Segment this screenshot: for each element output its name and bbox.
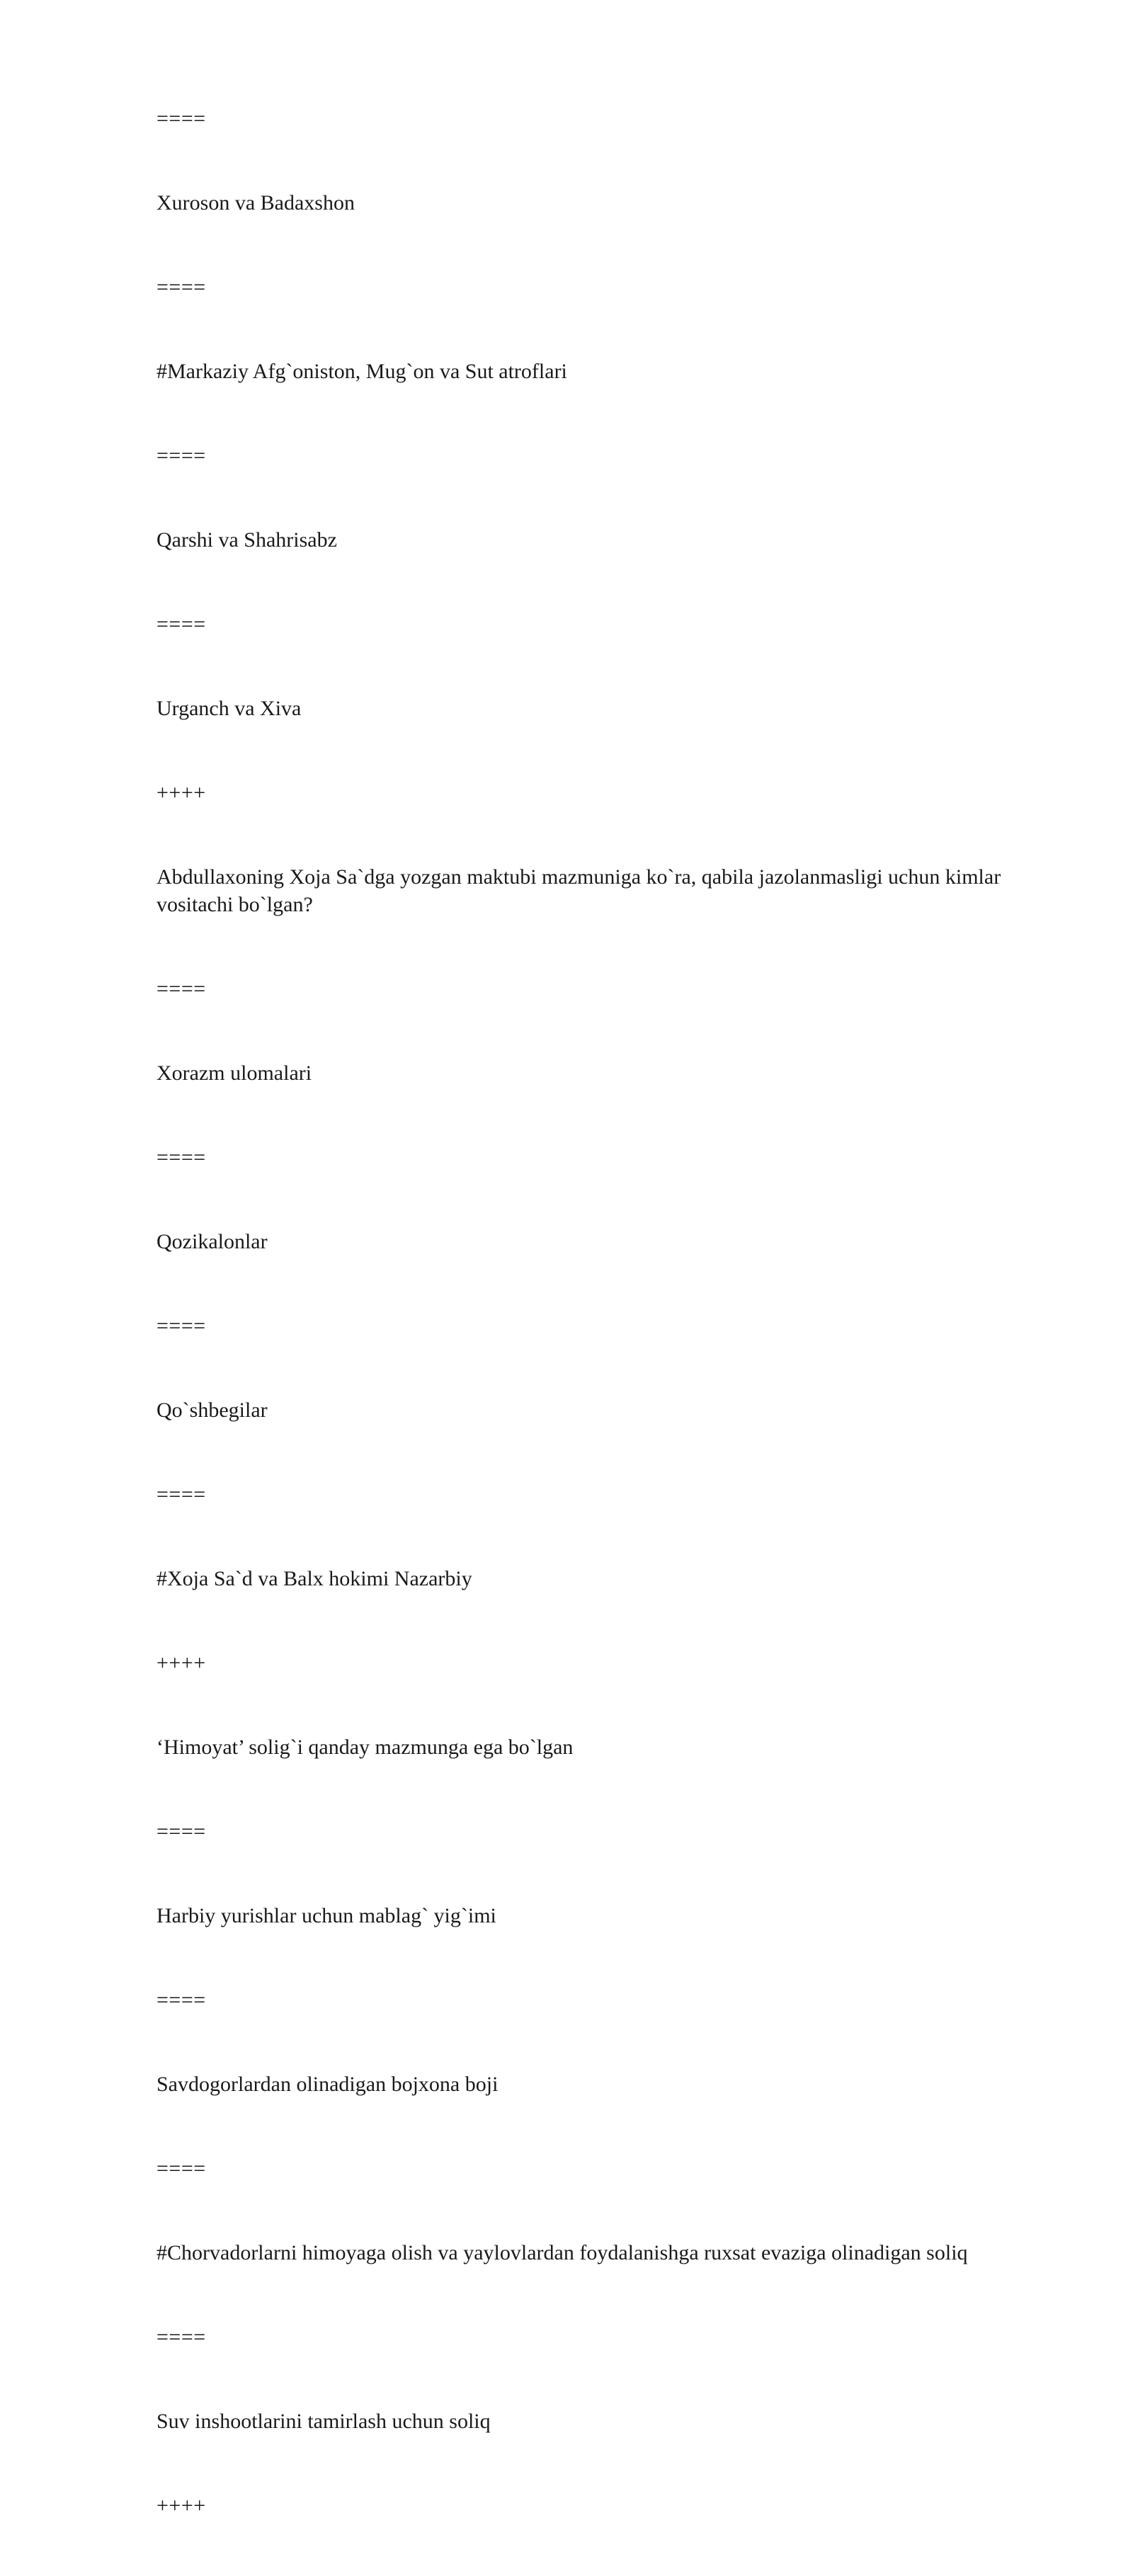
answer-option-correct: #Chorvadorlarni himoyaga olish va yaylovlardan foydalanishga ruxsat evaziga olinadigan soliq (156, 2241, 968, 2264)
answer-option-correct: #Markaziy Afg`oniston, Mug`on va Sut atroflari (156, 360, 567, 383)
separator-equals: ==== (156, 1146, 206, 1169)
answer-option: Savdogorlardan olinadigan bojxona boji (156, 2073, 499, 2096)
document-page (156, 105, 1049, 2576)
question-text: ‘Himoyat’ solig`i qanday mazmunga ega bo`lgan (156, 1736, 574, 1759)
answer-option: Urganch va Xiva (156, 697, 302, 720)
answer-option-correct: #Xoja Sa`d va Balx hokimi Nazarbiy (156, 1567, 472, 1590)
separator-plus: ++++ (156, 781, 206, 804)
question-text: Abdullaxoning Xoja Sa`dga yozgan maktubi mazmuniga ko`ra, qabila jazolanmasligi uchun kimlar vositachi bo`lgan? (156, 865, 1001, 916)
separator-equals: ==== (156, 612, 206, 636)
separator-equals: ==== (156, 275, 206, 299)
separator-equals: ==== (156, 1483, 206, 1506)
separator-plus: ++++ (156, 2494, 206, 2517)
separator-equals: ==== (156, 2325, 206, 2349)
answer-option: Xuroson va Badaxshon (156, 191, 355, 215)
separator-equals: ==== (156, 977, 206, 1001)
answer-option: Suv inshootlarini tamirlash uchun soliq (156, 2410, 491, 2433)
separator-equals: ==== (156, 1820, 206, 1843)
separator-equals: ==== (156, 107, 206, 130)
answer-option: Harbiy yurishlar uchun mablag` yig`imi (156, 1904, 496, 1927)
separator-equals: ==== (156, 444, 206, 467)
separator-equals: ==== (156, 1988, 206, 2012)
answer-option: Qo`shbegilar (156, 1398, 268, 1422)
separator-equals: ==== (156, 2157, 206, 2180)
separator-equals: ==== (156, 1314, 206, 1338)
separator-plus: ++++ (156, 1651, 206, 1675)
answer-option: Xorazm ulomalari (156, 1061, 312, 1085)
answer-option: Qozikalonlar (156, 1230, 268, 1253)
answer-option: Qarshi va Shahrisabz (156, 528, 337, 552)
